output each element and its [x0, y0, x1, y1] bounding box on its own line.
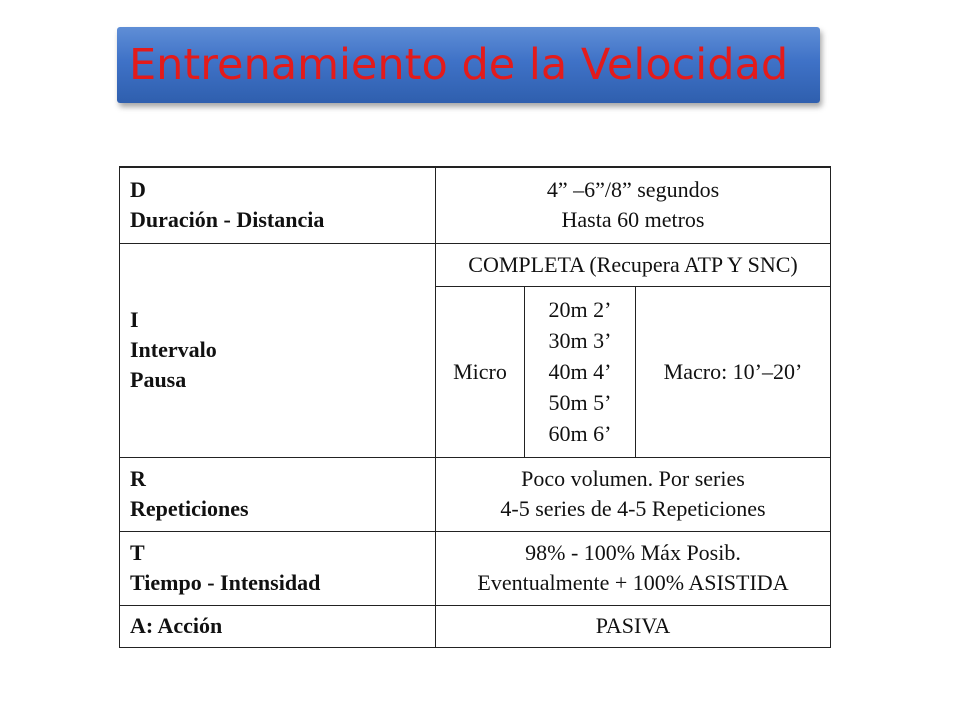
distance-item: 20m 2’ — [548, 297, 612, 322]
table-row-d — [120, 167, 831, 243]
slide-title: Entrenamiento de la Velocidad — [129, 40, 789, 90]
interval-header: COMPLETA (Recupera ATP Y SNC) — [436, 243, 831, 286]
title-banner — [117, 27, 820, 103]
row-letter: I — [130, 307, 139, 332]
row-label-text: Duración - Distancia — [130, 207, 325, 233]
distance-item: 60m 6’ — [548, 421, 612, 446]
row-letter: T — [130, 540, 145, 565]
distance-item: 30m 3’ — [548, 328, 612, 353]
distance-item: 50m 5’ — [548, 390, 612, 415]
table-row-a — [120, 605, 831, 647]
row-label-r — [120, 457, 436, 531]
row-value-t — [436, 531, 831, 605]
row-value-r — [436, 457, 831, 531]
row-value-d — [436, 167, 831, 243]
row-label-t — [120, 531, 436, 605]
row-letter: D — [130, 177, 146, 203]
micro-cell: Micro — [436, 286, 525, 457]
row-letter: R — [130, 466, 146, 491]
value-line: 4” –6”/8” segundos — [546, 177, 720, 203]
value-line: 4-5 series de 4-5 Repeticiones — [500, 496, 766, 521]
table-row-i-header — [120, 243, 831, 286]
macro-cell: Macro: 10’–20’ — [636, 286, 831, 457]
row-value-a: PASIVA — [436, 605, 831, 647]
row-label-text: Intervalo — [130, 337, 217, 362]
training-table — [119, 166, 831, 648]
row-label-text: Repeticiones — [130, 496, 249, 521]
table-row-r — [120, 457, 831, 531]
value-line: Eventualmente + 100% ASISTIDA — [477, 570, 789, 595]
distance-list — [525, 286, 636, 457]
value-line: Hasta 60 metros — [561, 207, 705, 233]
distance-item: 40m 4’ — [548, 359, 612, 384]
value-line: Poco volumen. Por series — [521, 466, 745, 491]
value-line: 98% - 100% Máx Posib. — [525, 540, 741, 565]
row-label-text: Tiempo - Intensidad — [130, 570, 321, 595]
row-label-a: A: Acción — [120, 605, 436, 647]
row-label-d — [120, 167, 436, 243]
row-label-text: Pausa — [130, 367, 187, 392]
row-label-i — [120, 243, 436, 457]
table-row-t — [120, 531, 831, 605]
